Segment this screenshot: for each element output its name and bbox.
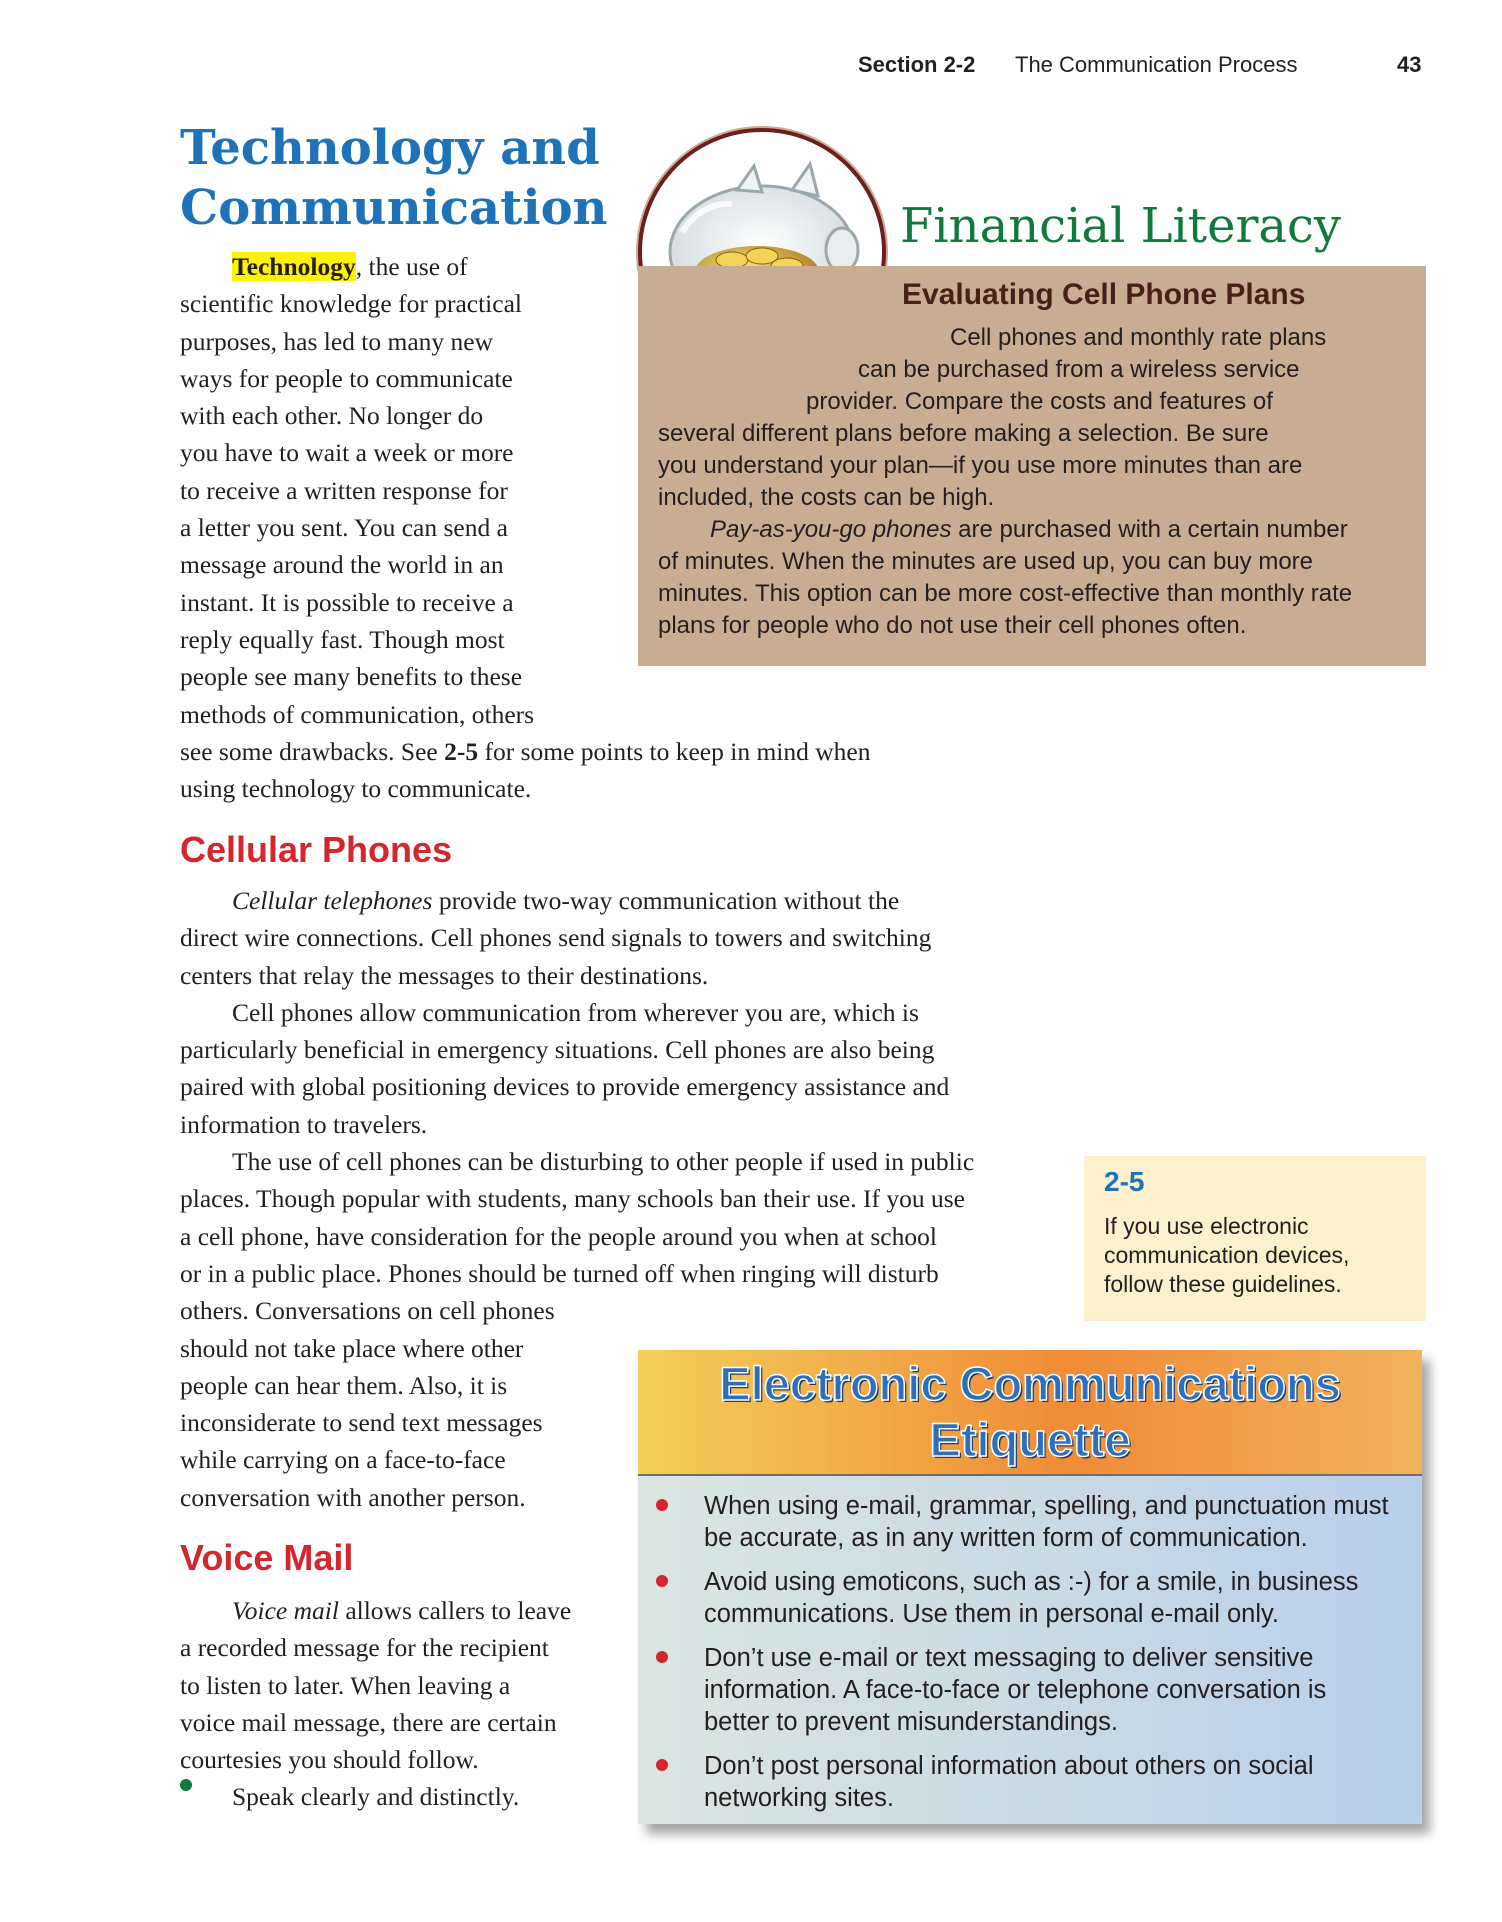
header-chapter-title: The Communication Process xyxy=(1015,52,1298,77)
voice-mail-line-1: a recorded message for the recipient xyxy=(180,1633,549,1663)
etiquette-item-text: When using e-mail, grammar, spelling, and punctuation must be accurate, as in any written form of communication. xyxy=(704,1492,1389,1552)
cellular-p1-line-0 xyxy=(180,882,1080,919)
header-section-label: Section 2-2 xyxy=(858,52,976,77)
technology-line: you have to wait a week or more xyxy=(180,438,514,468)
technology-line: ways for people to communicate xyxy=(180,363,513,393)
cellular-p2-line-1: particularly beneficial in emergency situations. Cell phones are also being xyxy=(180,1035,935,1065)
technology-line: people see many benefits to these xyxy=(180,662,523,692)
cellular-p3-line-0: The use of cell phones can be disturbing to other people if used in public xyxy=(232,1147,975,1177)
fl-p2-line-3: plans for people who do not use their cell phones often. xyxy=(658,612,1247,639)
cellular-p3-line-7: inconsiderate to send text messages xyxy=(180,1408,543,1438)
financial-literacy-subtitle: Evaluating Cell Phone Plans xyxy=(902,278,1306,311)
voice-mail-line-3: voice mail message, there are certain xyxy=(180,1707,557,1737)
fl-p1-line-3: several different plans before making a selection. Be sure xyxy=(658,420,1269,447)
figure-caption-box xyxy=(1084,1156,1426,1321)
technology-line: a letter you sent. You can send a xyxy=(180,513,508,543)
voice-mail-line-4: courtesies you should follow. xyxy=(180,1745,479,1775)
etiquette-header xyxy=(638,1350,1422,1476)
cellular-p1-line-0-rest: provide two-way communication without the xyxy=(432,886,900,915)
term-cellular-telephones: Cellular telephones xyxy=(232,886,433,915)
fl-p1-line-4: you understand your plan—if you use more minutes than are xyxy=(658,452,1303,479)
technology-line: scientific knowledge for practical xyxy=(180,289,522,319)
fl-p1-line-2: provider. Compare the costs and features of xyxy=(806,388,1273,415)
etiquette-item-text: Avoid using emoticons, such as :-) for a smile, in business communications. Use them in personal e-mail only. xyxy=(704,1568,1359,1628)
term-pay-as-you-go: Pay-as-you-go phones xyxy=(710,516,952,543)
voice-mail-bullet-text: Speak clearly and distinctly. xyxy=(232,1782,520,1812)
voice-mail-line-0 xyxy=(180,1592,620,1629)
technology-line: message around the world in an xyxy=(180,550,504,580)
voice-mail-line-2: to listen to later. When leaving a xyxy=(180,1670,511,1700)
technology-heading-line1: Technology and xyxy=(180,120,600,176)
etiquette-panel xyxy=(638,1350,1422,1824)
fl-p2-line-2: minutes. This option can be more cost-effective than monthly rate xyxy=(658,580,1353,607)
etiquette-title-line2: Etiquette xyxy=(929,1413,1131,1466)
list-item xyxy=(638,1750,1394,1814)
fl-p1-line-5: included, the costs can be high. xyxy=(658,484,995,511)
etiquette-list xyxy=(638,1490,1422,1826)
etiquette-title-line1: Electronic Communications xyxy=(719,1357,1341,1410)
voice-mail-body xyxy=(180,1592,620,1816)
technology-heading xyxy=(180,118,607,238)
figure-reference: 2-5 xyxy=(444,736,479,766)
cellular-p1-line-1: direct wire connections. Cell phones send signals to towers and switching xyxy=(180,923,932,953)
fl-p1-line-1: can be purchased from a wireless service xyxy=(858,356,1300,383)
technology-last-end: for some points to keep in mind when xyxy=(478,736,871,766)
bullet-icon xyxy=(656,1499,668,1511)
figure-number: 2-5 xyxy=(1104,1166,1145,1197)
technology-line: instant. It is possible to receive a xyxy=(180,587,514,617)
technology-heading-line2: Communication xyxy=(180,180,608,236)
technology-last-start: see some drawbacks. See xyxy=(180,736,445,766)
bullet-icon xyxy=(656,1575,668,1587)
cellular-p3-line-4: others. Conversations on cell phones xyxy=(180,1296,555,1326)
fl-p2-line-1: of minutes. When the minutes are used up, you can buy more xyxy=(658,548,1314,575)
cellular-p3-line-1: places. Though popular with students, many schools ban their use. If you use xyxy=(180,1184,965,1214)
financial-literacy-title: Financial Literacy xyxy=(900,198,1342,254)
cellular-p2-line-0: Cell phones allow communication from wherever you are, which is xyxy=(232,997,919,1027)
cellular-p3-line-2: a cell phone, have consideration for the people around you when at school xyxy=(180,1221,937,1251)
cellular-p1-line-2: centers that relay the messages to their destinations. xyxy=(180,960,709,990)
list-item xyxy=(638,1490,1394,1554)
cellular-p2-line-2: paired with global positioning devices to provide emergency assistance and xyxy=(180,1072,950,1102)
technology-line: methods of communication, others xyxy=(180,699,535,729)
cellular-p3-line-8: while carrying on a face-to-face xyxy=(180,1445,506,1475)
technology-line: with each other. No longer do xyxy=(180,401,484,431)
bullet-icon xyxy=(180,1779,192,1791)
cellular-p3-line-9: conversation with another person. xyxy=(180,1482,526,1512)
financial-literacy-body xyxy=(658,322,1408,642)
technology-line: purposes, has led to many new xyxy=(180,326,494,356)
figure-caption-text: If you use electronic communication devices, follow these guidelines. xyxy=(1104,1213,1350,1297)
technology-line: reply equally fast. Though most xyxy=(180,624,505,654)
list-item xyxy=(638,1566,1394,1630)
etiquette-item-text: Don’t use e-mail or text messaging to deliver sensitive information. A face-to-face or telephone conversation is better to prevent misunderstandings. xyxy=(704,1644,1327,1736)
cellular-p2-line-3: information to travelers. xyxy=(180,1109,428,1139)
etiquette-item-text: Don’t post personal information about others on social networking sites. xyxy=(704,1752,1314,1812)
cellular-p3-line-6: people can hear them. Also, it is xyxy=(180,1370,508,1400)
technology-line-0-rest: , the use of xyxy=(355,252,468,281)
page-number: 43 xyxy=(1397,52,1422,77)
technology-line-final: using technology to communicate. xyxy=(180,774,532,804)
technology-line: to receive a written response for xyxy=(180,475,508,505)
voice-mail-heading: Voice Mail xyxy=(180,1537,354,1578)
cellular-p3-line-3: or in a public place. Phones should be turned off when ringing will disturb xyxy=(180,1258,939,1288)
etiquette-title xyxy=(638,1356,1422,1468)
fl-p1-line-0: Cell phones and monthly rate plans xyxy=(950,324,1327,351)
running-header xyxy=(0,52,1430,82)
fl-p2-line-0 xyxy=(658,514,1408,546)
voice-mail-line-0-rest: allows callers to leave xyxy=(338,1596,572,1625)
list-item xyxy=(638,1642,1394,1738)
bullet-icon xyxy=(656,1651,668,1663)
fl-p2-line-0-rest: are purchased with a certain number xyxy=(951,516,1348,543)
financial-literacy-box xyxy=(638,266,1426,666)
technology-line-last xyxy=(180,733,1000,770)
bullet-icon xyxy=(656,1759,668,1771)
cellular-phones-heading: Cellular Phones xyxy=(180,829,453,870)
term-technology: Technology xyxy=(232,252,356,281)
term-voice-mail: Voice mail xyxy=(232,1596,339,1625)
cellular-p3-line-5: should not take place where other xyxy=(180,1333,524,1363)
